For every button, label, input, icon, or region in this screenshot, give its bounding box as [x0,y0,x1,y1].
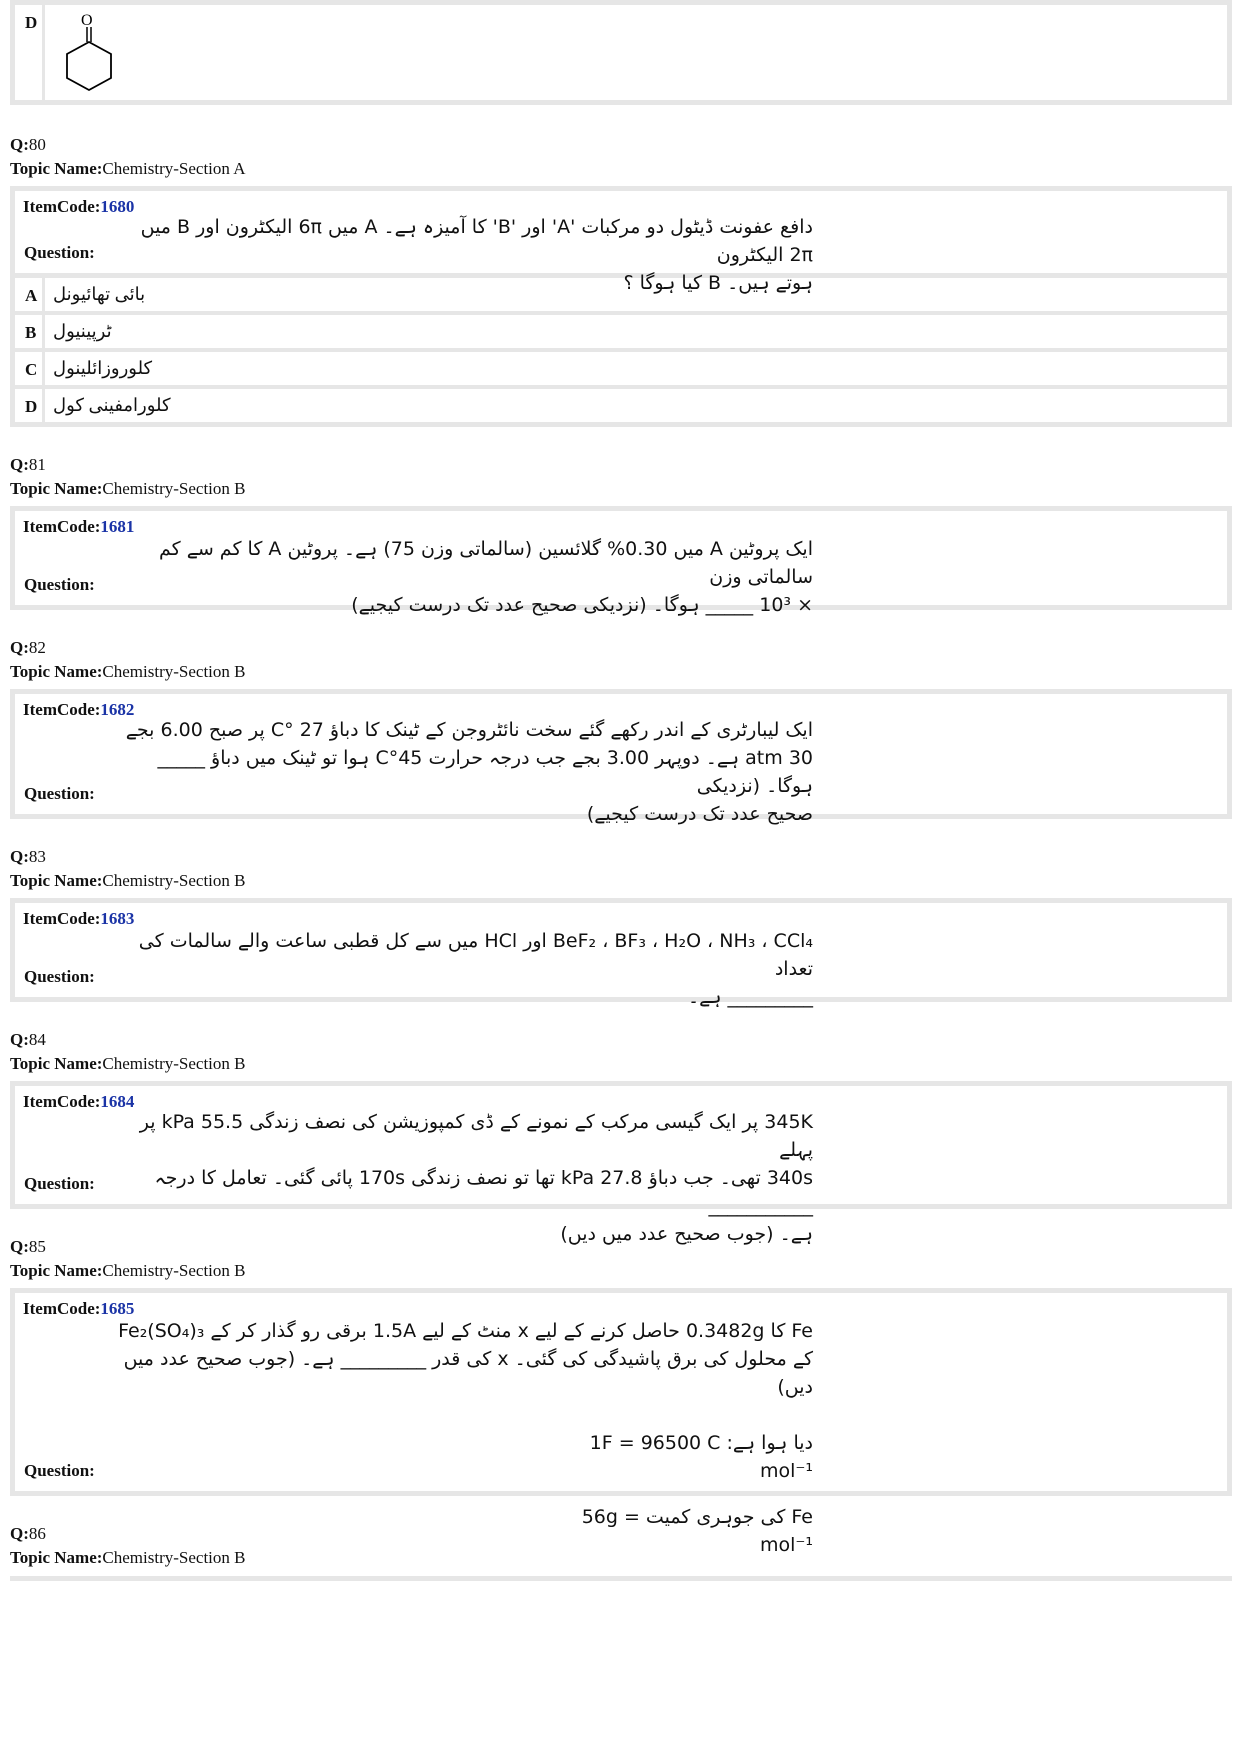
question-text [113,716,813,828]
question-text [113,213,813,297]
topic-label: Topic Name: [10,159,103,178]
options-box-80 [10,278,1232,427]
cyclohexanone-structure-icon [45,5,129,100]
q-label: Q: [10,455,29,474]
itemcode-value: 1684 [100,1092,135,1111]
q-label: Q: [10,1237,29,1256]
item-box-1683 [10,898,1232,1008]
option-text-value: بائی تھائیونل [53,284,146,304]
itemcode-label: ItemCode: [23,700,101,719]
itemcode [23,909,1219,929]
option-letter: C [15,352,45,385]
itemcode [23,517,1219,537]
topic-label: Topic Name: [10,662,103,681]
question-text-line: BeF₂ ، BF₃ ، H₂O ، NH₃ ، CCl₄ اور HCl میں سے کل قطبی ساعت والے سالمات کی تعداد [138,930,813,980]
option-text-value: کلورامفینی کول [53,395,171,415]
itemcode [23,1299,1219,1319]
topic-name: Chemistry-Section B [102,1548,246,1567]
q-label: Q: [10,1524,29,1543]
itemcode-value: 1682 [100,700,135,719]
topic-label: Topic Name: [10,1548,103,1567]
option-text [45,389,1227,422]
option-text-value: ٹرپینیول [53,321,112,341]
q-label: Q: [10,135,29,154]
itemcode-value: 1685 [100,1299,135,1318]
option-text [45,352,1227,385]
itemcode-value: 1681 [100,517,135,536]
q-label: Q: [10,1030,29,1049]
question-text-line: 345K پر ایک گیسی مرکب کے نمونے کے ڈی کمپوزیشن کی نصف زندگی 55.5 kPa پر پہلے [139,1111,813,1161]
question-header-82 [10,636,1232,684]
given-line: Fe کی جوہری کمیت = 56g mol⁻¹ [581,1506,813,1556]
question-text-line: ایک لیبارٹری کے اندر رکھے گئے سخت نائٹروجن کے ٹینک کا دباؤ 27 °C پر صبح 6.00 بجے [125,719,813,741]
question-text-line: ایک پروٹین A میں 0.30% گلائسین (سالماتی وزن 75) ہے۔ پروٹین A کا کم سے کم سالماتی وزن [158,538,813,588]
question-number: 86 [28,1524,46,1543]
q-label: Q: [10,638,29,657]
topic-label: Topic Name: [10,479,103,498]
itemcode-label: ItemCode: [23,1092,101,1111]
question-text [113,1317,813,1559]
question-label: Question: [24,1174,95,1193]
section-divider [10,1570,1232,1581]
itemcode-value: 1683 [100,909,135,928]
topic-name: Chemistry-Section B [102,479,246,498]
topic-label: Topic Name: [10,1054,103,1073]
item-box-1682 [10,689,1232,825]
option-text-value: کلوروزائلینول [53,358,153,378]
itemcode-label: ItemCode: [23,909,101,928]
question-text [113,927,813,1011]
option-letter: D [15,5,45,100]
itemcode-value: 1680 [100,197,135,216]
question-label: Question: [24,784,95,803]
question-text-line: کے محلول کی برق پاشیدگی کی گئی۔ x کی قدر _________ ہے۔ (جوب صحیح عدد میں دیں) [123,1348,813,1398]
svg-text:O: O [81,12,93,29]
option-row-c[interactable] [15,352,1227,389]
question-header-83 [10,845,1232,893]
q-label: Q: [10,847,29,866]
itemcode-label: ItemCode: [23,1299,101,1318]
topic-name: Chemistry-Section B [102,871,246,890]
question-header-84 [10,1028,1232,1076]
topic-name: Chemistry-Section B [102,1261,246,1280]
itemcode-label: ItemCode: [23,197,101,216]
given-line: دیا ہوا ہے: 1F = 96500 C mol⁻¹ [589,1432,813,1482]
question-header-81 [10,453,1232,501]
question-number: 80 [28,135,46,154]
question-header-80 [10,133,1232,181]
question-number: 84 [28,1030,46,1049]
question-text-line: 340s تھی۔ جب دباؤ 27.8 kPa تھا تو نصف زندگی 170s پائی گئی۔ تعامل کا درجہ ___________ [154,1167,813,1217]
question-text-line: Fe کا 0.3482g حاصل کرنے کے لیے x منٹ کے لیے 1.5A برقی رو گذار کر کے Fe₂(SO₄)₃ [118,1320,813,1342]
question-label: Question: [24,243,95,262]
question-text [113,1108,813,1248]
question-number: 81 [28,455,46,474]
question-text-line: دافع عفونت ڈیٹول دو مرکبات 'A' اور 'B' کا آمیزہ ہے۔ A میں 6π الیکٹرون اور B میں 2π الیکٹرون [140,216,813,266]
top-option-box [10,0,1232,105]
topic-label: Topic Name: [10,1261,103,1280]
question-text-line: ہے۔ (جوب صحیح عدد میں دیں) [560,1223,813,1245]
item-box-1681 [10,506,1232,616]
question-number: 82 [28,638,46,657]
question-number: 85 [28,1237,46,1256]
question-paper-page [10,0,1232,1581]
item-box-1684 [10,1081,1232,1245]
question-text-line: × 10³ _____ ہوگا۔ (نزدیکی صحیح عدد تک درست کیجیے) [351,594,813,616]
topic-name: Chemistry-Section B [102,662,246,681]
option-letter: A [15,278,45,311]
question-text-line: _________ ہے۔ [688,986,813,1008]
question-number: 83 [28,847,46,866]
topic-label: Topic Name: [10,871,103,890]
option-row-d[interactable] [15,389,1227,422]
option-letter: D [15,389,45,422]
itemcode-label: ItemCode: [23,517,101,536]
topic-name: Chemistry-Section B [102,1054,246,1073]
question-text-line: ہوتے ہیں۔ B کیا ہوگا ؟ [623,272,813,294]
option-letter: B [15,315,45,348]
option-row-b[interactable] [15,315,1227,352]
question-label: Question: [24,575,95,594]
topic-name: Chemistry-Section A [102,159,246,178]
question-text-line: 30 atm ہے۔ دوپہر 3.00 بجے جب درجہ حرارت 45°C ہوا تو ٹینک میں دباؤ _____ ہوگا۔ (نزدیکی [157,747,813,797]
question-text [113,535,813,619]
option-text [45,315,1227,348]
question-label: Question: [24,1461,95,1480]
question-label: Question: [24,967,95,986]
question-text-line: صحیح عدد تک درست کیجیے) [586,803,813,825]
